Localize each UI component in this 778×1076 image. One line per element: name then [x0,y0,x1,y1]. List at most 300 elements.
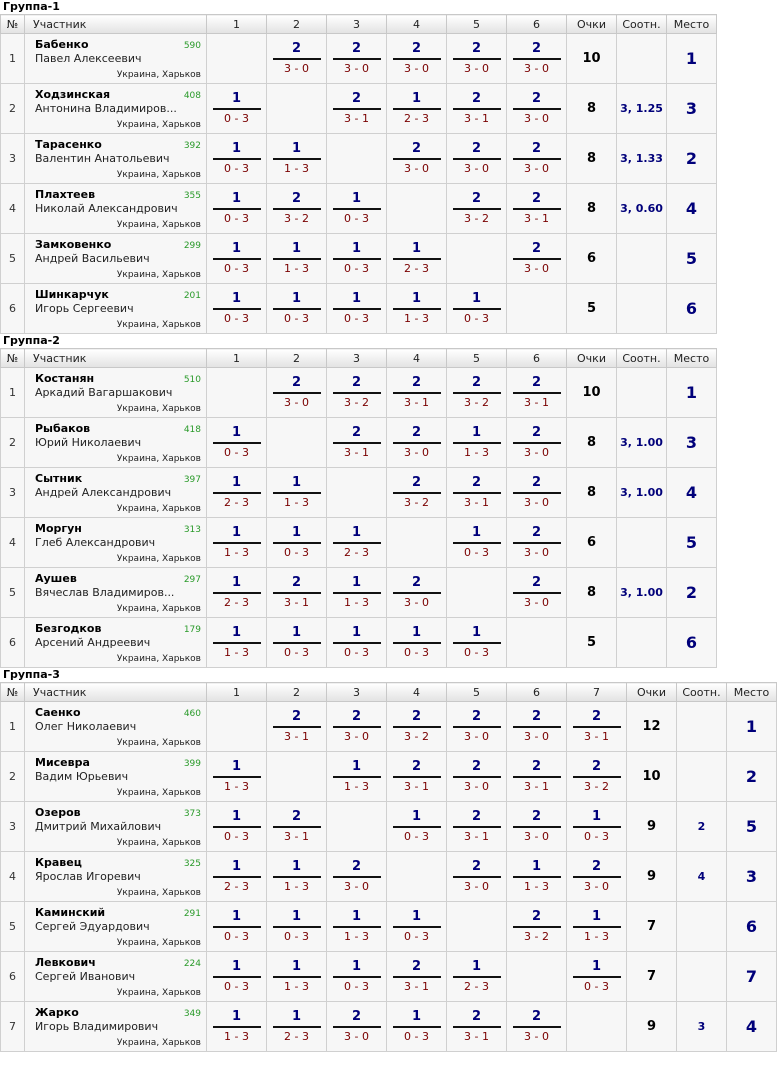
player-points: 9 [627,802,677,852]
header-place: Место [667,349,717,368]
result-divider [213,642,261,644]
player-rating: 460 [183,709,201,719]
self-match-cell [387,184,447,234]
player-surname[interactable]: Кравец [35,856,82,869]
table-row [1,702,777,752]
player-ratio [617,618,667,668]
match-result-cell [507,1002,567,1052]
match-result-cell [207,852,267,902]
match-points: 2 [471,759,482,774]
match-score: 3 - 0 [524,830,549,843]
result-divider [213,826,261,828]
match-result [333,291,381,326]
player-rating: 418 [183,425,201,435]
match-result [573,909,621,944]
header-opponent-column: 2 [267,683,327,702]
player-points: 6 [567,234,617,284]
player-place: 3 [667,84,717,134]
match-result [273,959,321,994]
player-points: 7 [627,952,677,1002]
match-points: 1 [231,525,242,540]
player-city: Украина, Харьков [116,504,201,514]
result-divider [513,542,561,544]
result-divider [573,826,621,828]
match-score: 1 - 3 [464,446,489,459]
player-surname[interactable]: Шинкарчук [35,288,109,301]
header-opponent-column: 4 [387,683,447,702]
match-points: 1 [471,525,482,540]
player-surname[interactable]: Тарасенко [35,138,102,151]
player-surname[interactable]: Озеров [35,806,81,819]
header-opponent-column: 6 [507,15,567,34]
match-score: 2 - 3 [224,596,249,609]
player-place: 3 [667,418,717,468]
match-score: 2 - 3 [224,880,249,893]
row-number: 2 [1,752,25,802]
player-rating: 291 [183,909,201,919]
match-result-cell [327,902,387,952]
match-points: 2 [591,709,602,724]
match-score: 3 - 0 [464,730,489,743]
player-place: 4 [727,1002,777,1052]
player-surname[interactable]: Плахтеев [35,188,96,201]
match-result-cell [327,84,387,134]
match-score: 3 - 1 [344,112,369,125]
result-divider [333,1026,381,1028]
result-divider [273,308,321,310]
header-place: Место [727,683,777,702]
match-points: 2 [531,141,542,156]
match-result-cell [207,802,267,852]
match-points: 2 [471,191,482,206]
match-result [333,91,381,126]
match-result-cell [567,952,627,1002]
result-divider [333,726,381,728]
match-result [513,191,561,226]
match-points: 2 [351,1009,362,1024]
match-result [333,425,381,460]
match-score: 1 - 3 [224,646,249,659]
match-result-cell [207,1002,267,1052]
match-result [453,1009,501,1044]
match-result [573,959,621,994]
result-divider [453,776,501,778]
match-result [393,709,441,744]
match-score: 0 - 3 [284,312,309,325]
match-result-cell [207,84,267,134]
header-opponent-column: 5 [447,683,507,702]
self-match-cell [567,1002,627,1052]
player-city: Украина, Харьков [116,738,201,748]
player-ratio [677,952,727,1002]
match-result-cell [267,902,327,952]
match-points: 1 [471,291,482,306]
match-result [453,759,501,794]
match-points: 2 [411,759,422,774]
match-result-cell [387,752,447,802]
match-result [213,959,261,994]
match-result-cell [387,702,447,752]
result-divider [333,976,381,978]
player-points: 8 [567,134,617,184]
player-city: Украина, Харьков [116,988,201,998]
row-number: 3 [1,468,25,518]
player-surname[interactable]: Безгодков [35,622,102,635]
result-divider [393,642,441,644]
match-points: 2 [531,809,542,824]
player-surname[interactable]: Ходзинская [35,88,111,101]
result-divider [333,208,381,210]
match-result-cell [267,852,327,902]
match-score: 3 - 0 [524,62,549,75]
match-score: 0 - 3 [344,980,369,993]
table-row [1,752,777,802]
match-score: 0 - 3 [404,646,429,659]
match-result-cell [267,568,327,618]
player-surname[interactable]: Замковенко [35,238,112,251]
match-points: 2 [351,41,362,56]
group-title: Группа-2 [3,334,60,347]
match-points: 1 [351,575,362,590]
match-score: 3 - 1 [284,730,309,743]
player-cell [25,84,207,134]
player-fullname: Павел Алексеевич [35,52,142,65]
match-score: 1 - 3 [284,980,309,993]
match-result [333,709,381,744]
match-result [393,141,441,176]
match-score: 1 - 3 [224,546,249,559]
table-row [1,234,717,284]
match-result [453,141,501,176]
match-result-cell [387,1002,447,1052]
result-divider [513,442,561,444]
group-table [0,348,717,668]
match-score: 3 - 0 [524,112,549,125]
match-result [213,425,261,460]
match-points: 2 [411,375,422,390]
row-number: 5 [1,902,25,952]
match-points: 1 [291,525,302,540]
match-points: 2 [531,909,542,924]
match-score: 0 - 3 [224,312,249,325]
self-match-cell [207,702,267,752]
match-result [213,575,261,610]
match-result [453,191,501,226]
match-result-cell [447,518,507,568]
match-points: 2 [471,41,482,56]
match-result [513,475,561,510]
match-score: 3 - 1 [584,730,609,743]
result-divider [573,776,621,778]
match-points: 1 [291,241,302,256]
match-points: 2 [531,191,542,206]
match-result-cell [207,902,267,952]
result-divider [213,592,261,594]
header-opponent-column: 5 [447,15,507,34]
player-fullname: Антонина Владимиров... [35,102,177,115]
match-result-cell [447,34,507,84]
player-surname[interactable]: Жарко [35,1006,79,1019]
player-cell [25,468,207,518]
match-result [573,759,621,794]
player-surname[interactable]: Левкович [35,956,96,969]
self-match-cell [507,284,567,334]
match-score: 3 - 0 [404,596,429,609]
match-result-cell [207,618,267,668]
result-divider [393,592,441,594]
match-score: 3 - 2 [584,780,609,793]
header-opponent-column: 6 [507,349,567,368]
result-divider [333,542,381,544]
match-score: 3 - 0 [464,162,489,175]
header-points: Очки [627,683,677,702]
match-result [333,241,381,276]
player-ratio: 3, 1.25 [617,84,667,134]
table-row [1,802,777,852]
result-divider [213,1026,261,1028]
player-cell [25,34,207,84]
player-fullname: Аркадий Вагаршакович [35,386,173,399]
match-points: 1 [291,475,302,490]
group-title: Группа-3 [3,668,60,681]
result-divider [453,826,501,828]
result-divider [393,392,441,394]
result-divider [273,642,321,644]
header-opponent-column: 5 [447,349,507,368]
player-ratio [677,902,727,952]
result-divider [393,976,441,978]
match-result-cell [267,802,327,852]
player-place: 7 [727,952,777,1002]
player-ratio: 3, 0.60 [617,184,667,234]
match-points: 2 [291,41,302,56]
result-divider [513,158,561,160]
match-score: 3 - 2 [464,396,489,409]
match-result [333,525,381,560]
match-score: 0 - 3 [464,546,489,559]
player-cell [25,852,207,902]
player-surname[interactable]: Каминский [35,906,106,919]
player-ratio: 3, 1.33 [617,134,667,184]
match-points: 1 [231,909,242,924]
match-score: 0 - 3 [284,646,309,659]
player-points: 8 [567,184,617,234]
player-surname[interactable]: Костанян [35,372,95,385]
result-divider [513,492,561,494]
result-divider [393,442,441,444]
result-divider [273,1026,321,1028]
match-result-cell [267,1002,327,1052]
self-match-cell [447,902,507,952]
result-divider [333,308,381,310]
match-result-cell [447,368,507,418]
match-score: 1 - 3 [224,1030,249,1043]
table-row [1,902,777,952]
self-match-cell [387,852,447,902]
match-result-cell [507,568,567,618]
player-points: 6 [567,518,617,568]
match-result-cell [507,368,567,418]
match-score: 3 - 0 [524,496,549,509]
match-result-cell [387,234,447,284]
table-row [1,952,777,1002]
match-points: 2 [411,141,422,156]
player-city: Украина, Харьков [116,320,201,330]
match-points: 1 [411,625,422,640]
player-surname[interactable]: Сытник [35,472,83,485]
row-number: 1 [1,368,25,418]
player-cell [25,752,207,802]
result-divider [573,876,621,878]
match-result [513,141,561,176]
match-score: 3 - 0 [524,596,549,609]
match-result [273,575,321,610]
result-divider [333,442,381,444]
header-opponent-column: 2 [267,15,327,34]
player-points: 9 [627,1002,677,1052]
row-number: 6 [1,284,25,334]
player-cell [25,134,207,184]
match-result-cell [447,618,507,668]
group-title: Группа-1 [3,0,60,13]
match-result-cell [327,284,387,334]
match-result [573,859,621,894]
player-surname[interactable]: Мисевра [35,756,90,769]
match-score: 3 - 0 [524,730,549,743]
match-score: 1 - 3 [584,930,609,943]
match-result [453,859,501,894]
match-points: 1 [291,859,302,874]
result-divider [333,258,381,260]
match-score: 3 - 1 [284,830,309,843]
player-surname[interactable]: Бабенко [35,38,89,51]
player-rating: 201 [183,291,201,301]
match-result [393,241,441,276]
player-city: Украина, Харьков [116,454,201,464]
match-result-cell [207,234,267,284]
match-result-cell [507,84,567,134]
match-result-cell [327,618,387,668]
result-divider [393,492,441,494]
player-rating: 313 [183,525,201,535]
player-city: Украина, Харьков [116,120,201,130]
player-fullname: Ярослав Игоревич [35,870,141,883]
match-points: 2 [531,241,542,256]
self-match-cell [267,752,327,802]
match-points: 2 [351,425,362,440]
match-result-cell [327,368,387,418]
row-number: 5 [1,568,25,618]
match-result [333,575,381,610]
player-place: 5 [667,234,717,284]
result-divider [273,826,321,828]
match-result [273,1009,321,1044]
match-points: 1 [411,1009,422,1024]
row-number: 4 [1,518,25,568]
result-divider [453,1026,501,1028]
match-score: 3 - 0 [404,162,429,175]
match-score: 3 - 1 [524,212,549,225]
match-result [333,625,381,660]
match-result-cell [447,468,507,518]
match-result-cell [327,952,387,1002]
result-divider [393,258,441,260]
match-result [333,1009,381,1044]
match-points: 2 [591,859,602,874]
match-result-cell [447,1002,507,1052]
player-rating: 392 [183,141,201,151]
match-score: 3 - 0 [524,546,549,559]
result-divider [213,308,261,310]
result-divider [273,492,321,494]
match-points: 1 [351,191,362,206]
player-cell [25,952,207,1002]
match-result-cell [267,284,327,334]
match-score: 0 - 3 [464,312,489,325]
match-result-cell [327,1002,387,1052]
result-divider [453,308,501,310]
match-score: 0 - 3 [404,930,429,943]
result-divider [213,776,261,778]
player-ratio [617,234,667,284]
match-points: 2 [411,575,422,590]
table-row [1,284,717,334]
match-result [513,575,561,610]
match-points: 1 [231,91,242,106]
match-points: 2 [471,859,482,874]
row-number: 4 [1,184,25,234]
match-result [393,91,441,126]
match-result-cell [507,752,567,802]
match-result-cell [507,518,567,568]
match-points: 2 [531,425,542,440]
result-divider [453,542,501,544]
match-points: 2 [591,759,602,774]
match-result [213,625,261,660]
match-result-cell [207,284,267,334]
match-points: 2 [471,1009,482,1024]
match-score: 3 - 0 [524,446,549,459]
match-points: 1 [291,1009,302,1024]
match-result [273,141,321,176]
player-rating: 373 [183,809,201,819]
match-result-cell [267,134,327,184]
player-surname[interactable]: Моргун [35,522,82,535]
match-result [393,759,441,794]
match-result-cell [387,568,447,618]
match-result [513,425,561,460]
player-city: Украина, Харьков [116,404,201,414]
player-surname[interactable]: Аушев [35,572,77,585]
match-result-cell [267,952,327,1002]
match-result [513,709,561,744]
match-score: 1 - 3 [284,880,309,893]
match-result-cell [327,752,387,802]
header-opponent-column: 3 [327,15,387,34]
match-result-cell [387,134,447,184]
match-score: 3 - 2 [284,212,309,225]
match-score: 0 - 3 [344,646,369,659]
player-surname[interactable]: Саенко [35,706,81,719]
match-result [333,41,381,76]
match-result [573,809,621,844]
result-divider [453,58,501,60]
match-score: 3 - 2 [404,496,429,509]
player-surname[interactable]: Рыбаков [35,422,91,435]
player-cell [25,618,207,668]
match-result-cell [387,284,447,334]
result-divider [333,58,381,60]
